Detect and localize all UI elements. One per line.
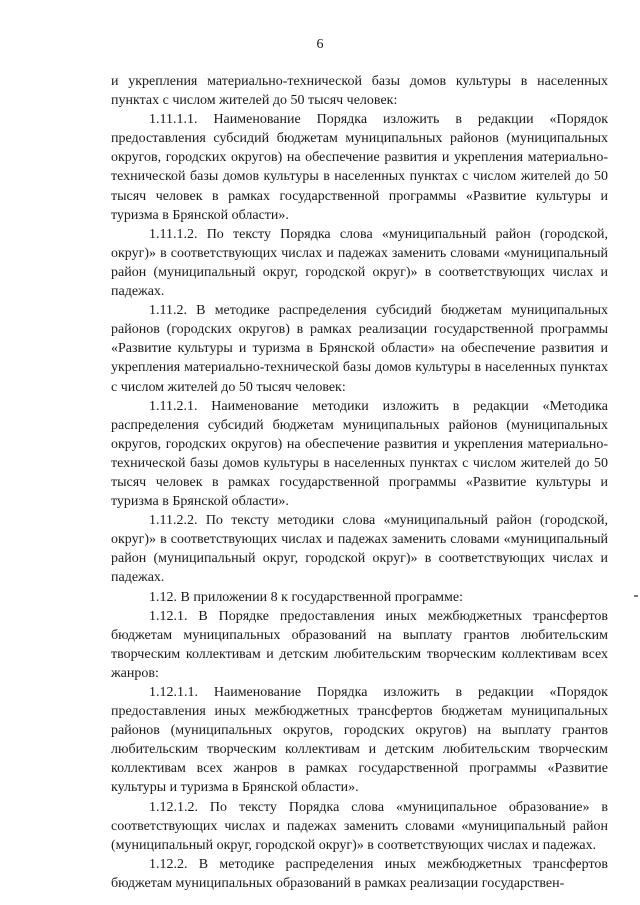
paragraph-1-11-2-2: 1.11.2.2. По тексту методики слова «муниципальный район (городской, округ)» в соответствующих числах и падежах заменить словами «муниципальный район (муниципальный округ, городской округ)» в соответствующих числах и падежах. bbox=[111, 513, 608, 586]
paragraph-1-12-1-1: 1.12.1.1. Наименование Порядка изложить в редакции «Порядок предоставления иных межбюджетных трансфертов бюджетам муниципальных районов (муниципальных округов, городских округов) на выплату грантов любительским творческим коллективам и детским любительским творческим коллективам всех жанров в рамках государственной программы «Развитие культуры и туризма в Брянской области». bbox=[111, 685, 608, 796]
paragraph-1-12-2: 1.12.2. В методике распределения иных межбюджетных трансфертов бюджетам муниципальных образований в рамках реализации государствен- bbox=[111, 856, 608, 891]
paragraph-1-11-1-2: 1.11.1.2. По тексту Порядка слова «муниципальный район (городской, округ)» в соответствующих числах и падежах заменить словами «муниципальный район (муниципальный округ, городской округ)» в соответствующих числах и падежах. bbox=[111, 226, 608, 300]
document-body bbox=[111, 72, 608, 893]
page-number: 6 bbox=[316, 37, 324, 52]
paragraph-1-12: 1.12. В приложении 8 к государственной программе: bbox=[149, 589, 463, 605]
paragraph-1-11-2-1: 1.11.2.1. Наименование методики изложить в редакции «Методика распределения субсидий бюджетам муниципальных районов (муниципальных округов, городских округов) на обеспечение развития и укрепления материально-технической базы домов культуры в населенных пунктах с числом жителей до 50 тысяч человек в рамках государственной программы «Развитие культуры и туризма в Брянской области». bbox=[111, 398, 608, 510]
paragraph-1-12-1-2: 1.12.1.2. По тексту Порядка слова «муниципальное образование» в соответствующих числах и падежах заменить словами «муниципальный район (муниципальный округ, городской округ)» в соответствующих числах и падежах. bbox=[111, 799, 608, 853]
paragraph-1-12-1: 1.12.1. В Порядке предоставления иных межбюджетных трансфертов бюджетам муниципальных образований на выплату грантов любительским творческим коллективам и детским любительским творческим коллективам всех жанров: bbox=[111, 608, 608, 681]
paragraph-continuation: и укрепления материально-технической базы домов культуры в населенных пунктах с числом жителей до 50 тысяч человек: bbox=[111, 74, 608, 109]
paragraph-1-11-1-1: 1.11.1.1. Наименование Порядка изложить в редакции «Порядок предоставления субсидий бюджетам муниципальных районов (муниципальных округов, городских округов) на обеспечение развития и укрепления материально-технической базы домов культуры в населенных пунктах с числом жителей до 50 тысяч человек в рамках государственной программы «Развитие культуры и туризма в Брянской области». bbox=[111, 112, 608, 223]
scan-edge-mark bbox=[634, 595, 638, 597]
paragraph-1-11-2: 1.11.2. В методике распределения субсидий бюджетам муниципальных районов (городских округов) в рамках реализации государственной программы «Развитие культуры и туризма в Брянской области» на обеспечение развития и укрепления материально-технической базы домов культуры в населенных пунктах с числом жителей до 50 тысяч человек: bbox=[111, 303, 608, 395]
